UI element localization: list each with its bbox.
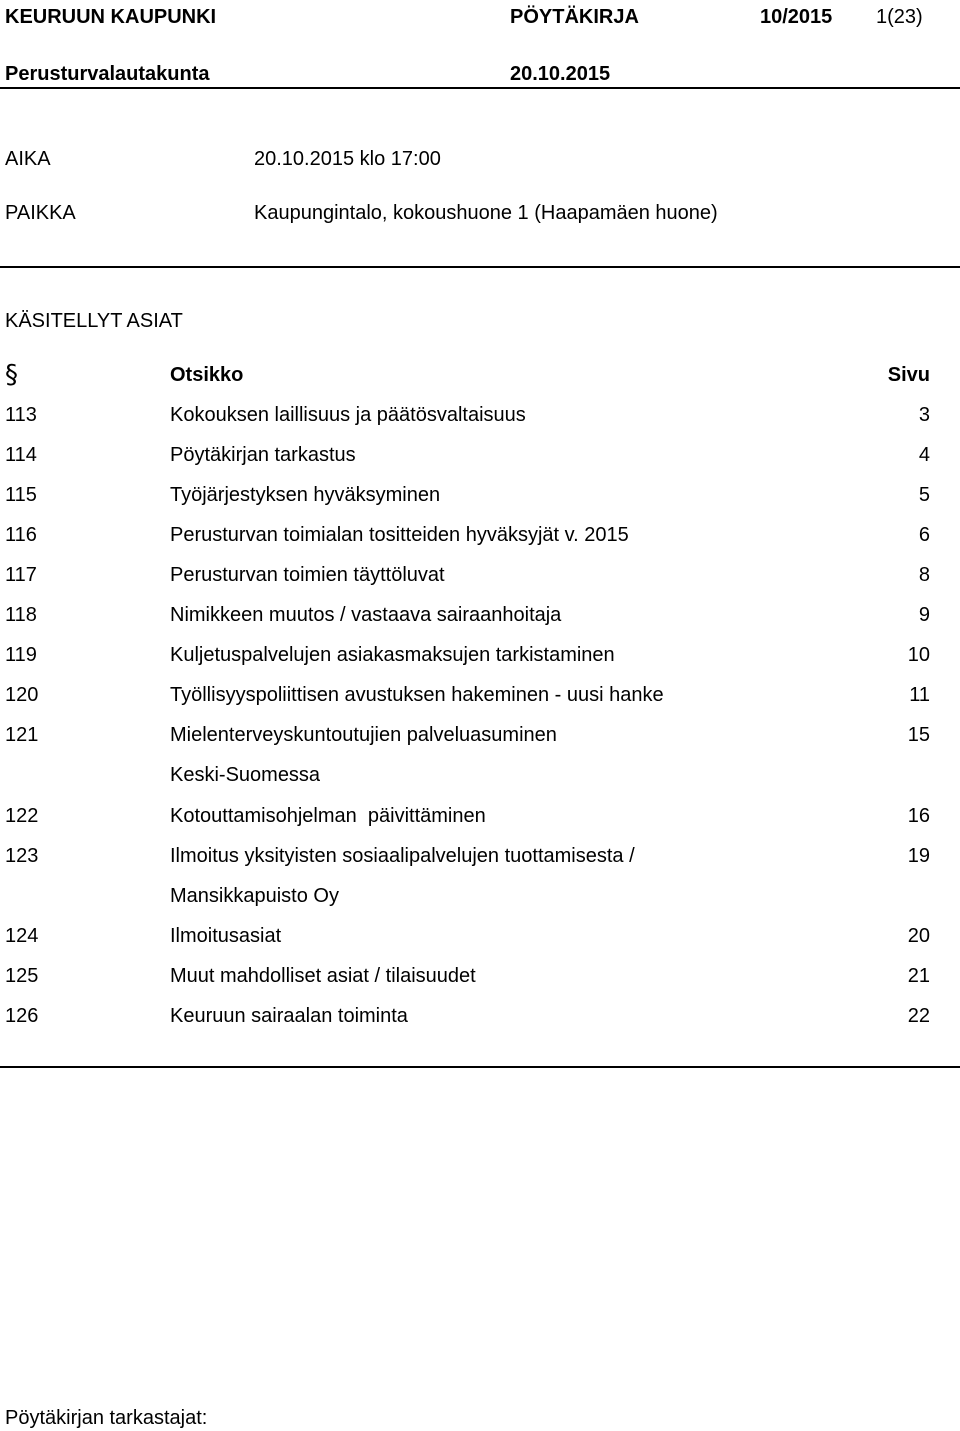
header-date: 20.10.2015 — [510, 63, 611, 85]
agenda-title-continuation: Keski-Suomessa — [170, 764, 321, 786]
time-value: 20.10.2015 klo 17:00 — [254, 148, 441, 170]
header-divider — [0, 87, 960, 89]
agenda-number: 121 — [5, 724, 39, 746]
column-header-page: Sivu — [887, 364, 930, 386]
agenda-number: 120 — [5, 684, 39, 706]
agenda-page: 22 — [907, 1005, 930, 1027]
column-header-title: Otsikko — [170, 364, 244, 386]
agenda-number: 125 — [5, 965, 39, 987]
agenda-number: 119 — [5, 644, 37, 666]
agenda-title: Nimikkeen muutos / vastaava sairaanhoitaja — [170, 604, 562, 626]
meeting-divider — [0, 266, 960, 268]
agenda-title: Perusturvan toimialan tositteiden hyväksyjät v. 2015 — [170, 524, 629, 546]
agenda-page: 19 — [907, 845, 930, 867]
agenda-number: 117 — [5, 564, 37, 586]
document-type: PÖYTÄKIRJA — [510, 6, 639, 28]
agenda-title: Työjärjestyksen hyväksyminen — [170, 484, 441, 506]
agenda-page: 9 — [918, 604, 930, 626]
agenda-number: 122 — [5, 805, 39, 827]
agenda-title: Keuruun sairaalan toiminta — [170, 1005, 408, 1027]
agenda-title: Ilmoitus yksityisten sosiaalipalvelujen tuottamisesta / — [170, 845, 635, 867]
agenda-page: 20 — [907, 925, 930, 947]
agenda-page: 5 — [918, 484, 930, 506]
agenda-page: 3 — [918, 404, 930, 426]
agenda-number: 126 — [5, 1005, 39, 1027]
agenda-number: 123 — [5, 845, 39, 867]
agenda-page: 21 — [907, 965, 930, 987]
agenda-title: Perusturvan toimien täyttöluvat — [170, 564, 445, 586]
agenda-page: 6 — [918, 524, 930, 546]
agenda-title: Pöytäkirjan tarkastus — [170, 444, 356, 466]
agenda-title: Mielenterveyskuntoutujien palveluasuminen — [170, 724, 557, 746]
agenda-page: 11 — [909, 684, 930, 706]
place-value: Kaupungintalo, kokoushuone 1 (Haapamäen huone) — [254, 202, 718, 224]
inspectors-label: Pöytäkirjan tarkastajat: — [5, 1407, 208, 1429]
place-label: PAIKKA — [5, 202, 76, 224]
agenda-title: Muut mahdolliset asiat / tilaisuudet — [170, 965, 476, 987]
agenda-title: Kotouttamisohjelman päivittäminen — [170, 805, 486, 827]
agenda-title: Kokouksen laillisuus ja päätösvaltaisuus — [170, 404, 526, 426]
agenda-number: 113 — [5, 404, 37, 426]
agenda-page: 4 — [918, 444, 930, 466]
section-sign-icon: § — [5, 360, 18, 390]
agenda-page: 16 — [907, 805, 930, 827]
agenda-title-continuation: Mansikkapuisto Oy — [170, 885, 339, 907]
agenda-number: 116 — [5, 524, 37, 546]
page-indicator: 1(23) — [876, 6, 923, 28]
agenda-page: 15 — [907, 724, 930, 746]
agenda-number: 124 — [5, 925, 39, 947]
committee-name: Perusturvalautakunta — [5, 63, 210, 85]
agenda-number: 115 — [5, 484, 37, 506]
agenda-divider — [0, 1066, 960, 1068]
agenda-title: Työllisyyspoliittisen avustuksen hakeminen - uusi hanke — [170, 684, 664, 706]
agenda-title: Ilmoitusasiat — [170, 925, 282, 947]
agenda-number: 114 — [5, 444, 37, 466]
agenda-page: 10 — [907, 644, 930, 666]
time-label: AIKA — [5, 148, 51, 170]
agenda-number: 118 — [5, 604, 37, 626]
agenda-title: Kuljetuspalvelujen asiakasmaksujen tarkistaminen — [170, 644, 615, 666]
org-name: KEURUUN KAUPUNKI — [5, 6, 217, 28]
agenda-heading: KÄSITELLYT ASIAT — [5, 310, 183, 332]
agenda-page: 8 — [918, 564, 930, 586]
document-number: 10/2015 — [760, 6, 833, 28]
